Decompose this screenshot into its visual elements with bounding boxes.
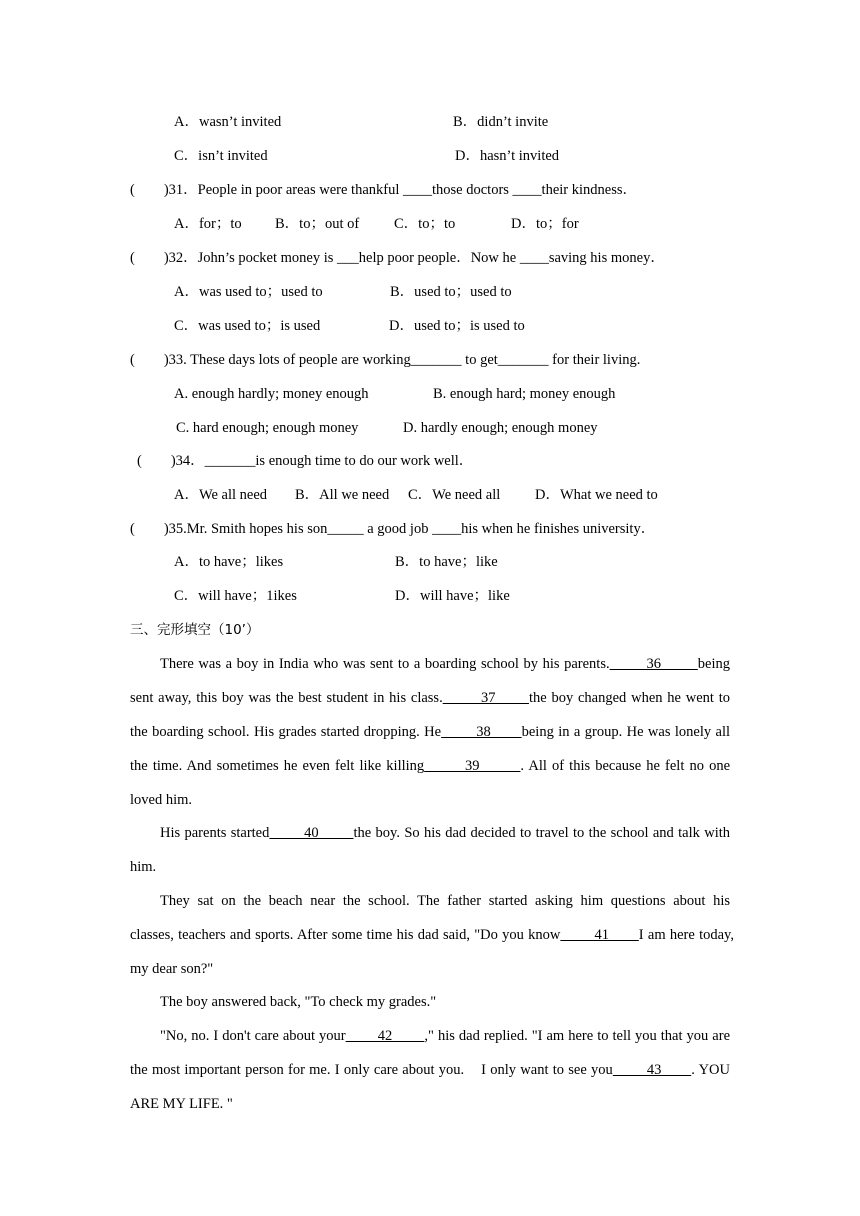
q35-option-c: C．will have；1ikes: [174, 588, 297, 604]
passage-line: [160, 654, 730, 674]
passage-text: . All of this because he felt no one: [520, 758, 731, 774]
passage-line: [130, 722, 730, 742]
q35-option-b: B．to have；like: [395, 554, 498, 570]
q35-option-d: D．will have；like: [395, 588, 510, 604]
passage-text: . YOU: [691, 1062, 730, 1078]
q33-option-a: A. enough hardly; money enough: [174, 386, 369, 402]
blank-39: 39: [424, 758, 521, 774]
q35-stem: ( )35.Mr. Smith hopes his son_____ a good job ____his when he finishes university．: [130, 521, 656, 537]
q31-option-a: A．for；to: [174, 216, 242, 232]
q35-option-a: A．to have；likes: [174, 554, 284, 570]
passage-text: His parents started: [160, 825, 270, 841]
passage-text: classes, teachers and sports. After some time his dad said, "Do you know: [130, 927, 561, 943]
blank-40: 40: [269, 825, 354, 841]
q34-option-b: B．All we need: [295, 487, 390, 503]
section-heading: 三、完形填空（10’）: [130, 622, 260, 638]
passage-line: [130, 756, 730, 776]
q34-option-d: D．What we need to: [535, 487, 658, 503]
q30-option-b: B．didn’t invite: [453, 114, 549, 130]
q33-option-c: C. hard enough; enough money: [176, 420, 359, 436]
q31-option-d: D．to；for: [511, 216, 579, 232]
q31-option-c: C．to；to: [394, 216, 456, 232]
passage-line: [130, 1060, 730, 1080]
blank-37: 37: [442, 690, 529, 706]
q33-option-b: B. enough hard; money enough: [433, 386, 616, 402]
q30-option-a: A．wasn’t invited: [174, 114, 282, 130]
blank-42: 42: [345, 1028, 425, 1044]
blank-38: 38: [441, 724, 522, 740]
passage-line: loved him.: [130, 792, 193, 808]
passage-text: the most important person for me. I only care about you. I only want to see you: [130, 1062, 613, 1078]
passage-text: There was a boy in India who was sent to a boarding school by his parents.: [160, 656, 610, 672]
q32-option-d: D．used to；is used to: [389, 318, 525, 334]
passage-line: [160, 823, 730, 843]
q33-option-d: D. hardly enough; enough money: [403, 420, 598, 436]
q32-stem: ( )32．John’s pocket money is ___help poor people．Now he ____saving his money．: [130, 250, 665, 266]
q33-stem: ( )33. These days lots of people are working_______ to get_______ for their living.: [130, 352, 641, 368]
q32-option-a: A．was used to；used to: [174, 284, 323, 300]
passage-text: the boy changed when he went to: [528, 690, 731, 706]
passage-line: him.: [130, 859, 157, 875]
passage-text: being in a group. He was lonely all: [521, 724, 731, 740]
passage-line: They sat on the beach near the school. The father started asking him questions about his: [160, 893, 730, 909]
passage-line: [130, 688, 730, 708]
passage-text: being: [697, 656, 731, 672]
blank-41: 41: [560, 927, 639, 943]
passage-line: [130, 925, 734, 945]
passage-line: [160, 1026, 730, 1046]
passage-text: sent away, this boy was the best student in his class.: [130, 690, 443, 706]
q32-option-b: B．used to；used to: [390, 284, 512, 300]
passage-text: "No, no. I don't care about your: [160, 1028, 346, 1044]
passage-line: my dear son?": [130, 961, 214, 977]
q31-option-b: B．to；out of: [275, 216, 360, 232]
passage-text: the boarding school. His grades started dropping. He: [130, 724, 442, 740]
q31-stem: ( )31．People in poor areas were thankful ____those doctors ____their kindness．: [130, 182, 637, 198]
q32-option-c: C．was used to；is used: [174, 318, 321, 334]
passage-text: ," his dad replied. "I am here to tell you that you are: [424, 1028, 731, 1044]
passage-text: I am here today,: [638, 927, 734, 943]
q34-option-a: A．We all need: [174, 487, 268, 503]
passage-line: ARE MY LIFE. ": [130, 1096, 233, 1112]
q30-option-c: C．isn’t invited: [174, 148, 268, 164]
q34-stem: ( )34．_______is enough time to do our work well．: [137, 453, 474, 469]
passage-line: The boy answered back, "To check my grades.": [160, 994, 437, 1010]
q30-option-d: D．hasn’t invited: [455, 148, 560, 164]
blank-36: 36: [609, 656, 698, 672]
passage-text: the boy. So his dad decided to travel to the school and talk with: [353, 825, 731, 841]
passage-text: the time. And sometimes he even felt like killing: [130, 758, 425, 774]
q34-option-c: C．We need all: [408, 487, 501, 503]
blank-43: 43: [612, 1062, 692, 1078]
